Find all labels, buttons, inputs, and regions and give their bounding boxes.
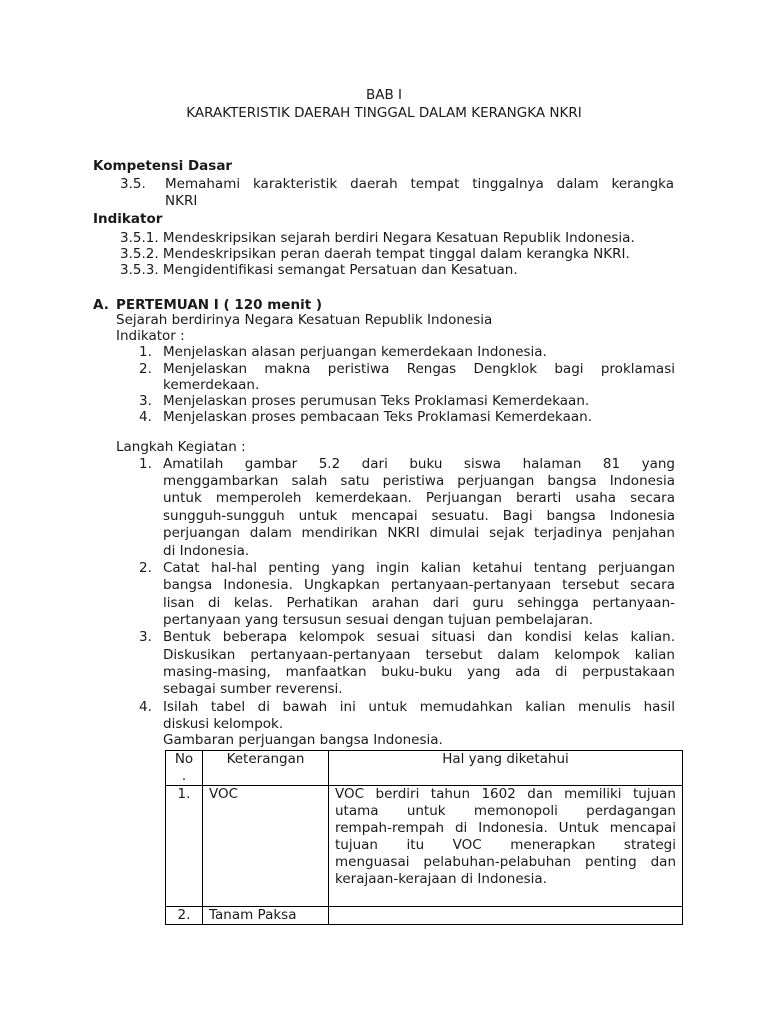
indikator-label: Indikator : (116, 328, 185, 344)
indikator-item: 3.5.2. Mendeskripsikan peran daerah tempat tinggal dalam kerangka NKRI. (120, 246, 630, 262)
list-number: 2. (139, 361, 152, 377)
row-no: 1. (166, 786, 203, 907)
list-item-text: diskusi kelompok. (163, 716, 284, 732)
header-keterangan: Keterangan (203, 751, 329, 786)
kompetensi-number: 3.5. (120, 176, 146, 192)
indikator-item: 3.5.1. Mendeskripsikan sejarah berdiri Negara Kesatuan Republik Indonesia. (120, 230, 635, 246)
row-hal-line: menguasai pelabuhan-pelabuhan penting dan (335, 854, 676, 870)
list-item-text: di Indonesia. (163, 543, 250, 559)
row-hal (329, 907, 683, 925)
row-keterangan: Tanam Paksa (203, 907, 329, 925)
list-item-text: masing-masing, manfaatkan buku-buku yang ada di perpustakaan (163, 664, 675, 680)
list-item-text: Catat hal-hal penting yang ingin kalian ketahui tentang perjuangan (163, 560, 675, 576)
table-header-row (166, 751, 683, 786)
row-hal-line: utama untuk memonopoli perdagangan (335, 803, 676, 819)
list-item-text: lisan di kelas. Perhatikan arahan dari guru sehingga pertanyaan- (163, 595, 675, 611)
list-number: 3. (139, 393, 152, 409)
list-item-text: Amatilah gambar 5.2 dari buku siswa halaman 81 yang (163, 456, 675, 472)
indikator-item: 3.5.3. Mengidentifikasi semangat Persatuan dan Kesatuan. (120, 262, 518, 278)
list-item-text: Menjelaskan proses pembacaan Teks Proklamasi Kemerdekaan. (163, 409, 593, 425)
row-hal-line: VOC berdiri tahun 1602 dan memiliki tujuan (335, 786, 676, 802)
list-number: 2. (139, 560, 152, 576)
row-hal-line: kerajaan-kerajaan di Indonesia. (335, 871, 547, 887)
list-item-text: bangsa Indonesia. Ungkapkan pertanyaan-pertanyaan tersebut secara (163, 577, 675, 593)
header-no-dot: . (181, 768, 187, 784)
list-item-text: pertanyaan yang tersusun sesuai dengan tujuan pembelajaran. (163, 612, 594, 628)
table-row (166, 907, 683, 925)
langkah-label: Langkah Kegiatan : (116, 439, 246, 455)
list-item-text: Bentuk beberapa kelompok sesuai situasi dan kondisi kelas kalian. (163, 629, 675, 645)
table-row (166, 786, 683, 907)
table-caption: Gambaran perjuangan bangsa Indonesia. (163, 732, 443, 748)
list-item-text: Menjelaskan proses perumusan Teks Proklamasi Kemerdekaan. (163, 393, 590, 409)
list-number: 1. (139, 456, 152, 472)
list-item-text: Diskusikan pertanyaan-pertanyaan tersebut dalam kelompok kalian (163, 647, 675, 663)
chapter-label: BAB I (365, 87, 403, 103)
list-item-text: sungguh-sungguh untuk mencapai sesuatu. Bagi bangsa Indonesia (163, 508, 675, 524)
list-item-text: kemerdekaan. (163, 377, 260, 393)
header-no-text: No (174, 751, 194, 767)
row-hal-line: tujuan itu VOC menerapkan strategi (335, 837, 676, 853)
list-number: 4. (139, 699, 152, 715)
row-keterangan: VOC (203, 786, 329, 907)
row-no: 2. (166, 907, 203, 925)
list-item-text: Menjelaskan makna peristiwa Rengas Dengklok bagi proklamasi (163, 361, 675, 377)
perjuangan-table (165, 750, 683, 925)
indikator-heading: Indikator (93, 211, 163, 227)
list-item-text: menggambarkan salah satu peristiwa perjuangan bangsa Indonesia (163, 473, 675, 489)
list-item-text: sebagai sumber reverensi. (163, 681, 343, 697)
header-hal: Hal yang diketahui (329, 751, 683, 786)
list-number: 4. (139, 409, 152, 425)
header-no (166, 751, 203, 786)
kompetensi-line-1: Memahami karakteristik daerah tempat tinggalnya dalam kerangka (165, 176, 674, 192)
kompetensi-heading: Kompetensi Dasar (93, 158, 233, 174)
list-item-text: Isilah tabel di bawah ini untuk memudahkan kalian menulis hasil (163, 699, 675, 715)
row-hal-line: rempah-rempah di Indonesia. Untuk mencapai (335, 820, 676, 836)
list-number: 3. (139, 629, 152, 645)
list-item-text: perjuangan dalam mendirikan NKRI dimulai sejak terjadinya penjahan (163, 525, 675, 541)
section-subtitle: Sejarah berdirinya Negara Kesatuan Republik Indonesia (116, 312, 493, 328)
section-heading: PERTEMUAN I ( 120 menit ) (116, 297, 323, 313)
kompetensi-line-2: NKRI (165, 193, 198, 209)
chapter-title: KARAKTERISTIK DAERAH TINGGAL DALAM KERANGKA NKRI (186, 105, 582, 121)
list-number: 1. (139, 344, 152, 360)
row-hal (329, 786, 683, 907)
list-item-text: Menjelaskan alasan perjuangan kemerdekaan Indonesia. (163, 344, 547, 360)
section-letter: A. (93, 297, 109, 313)
list-item-text: untuk memperoleh kemerdekaan. Perjuangan berarti usaha secara (163, 490, 675, 506)
